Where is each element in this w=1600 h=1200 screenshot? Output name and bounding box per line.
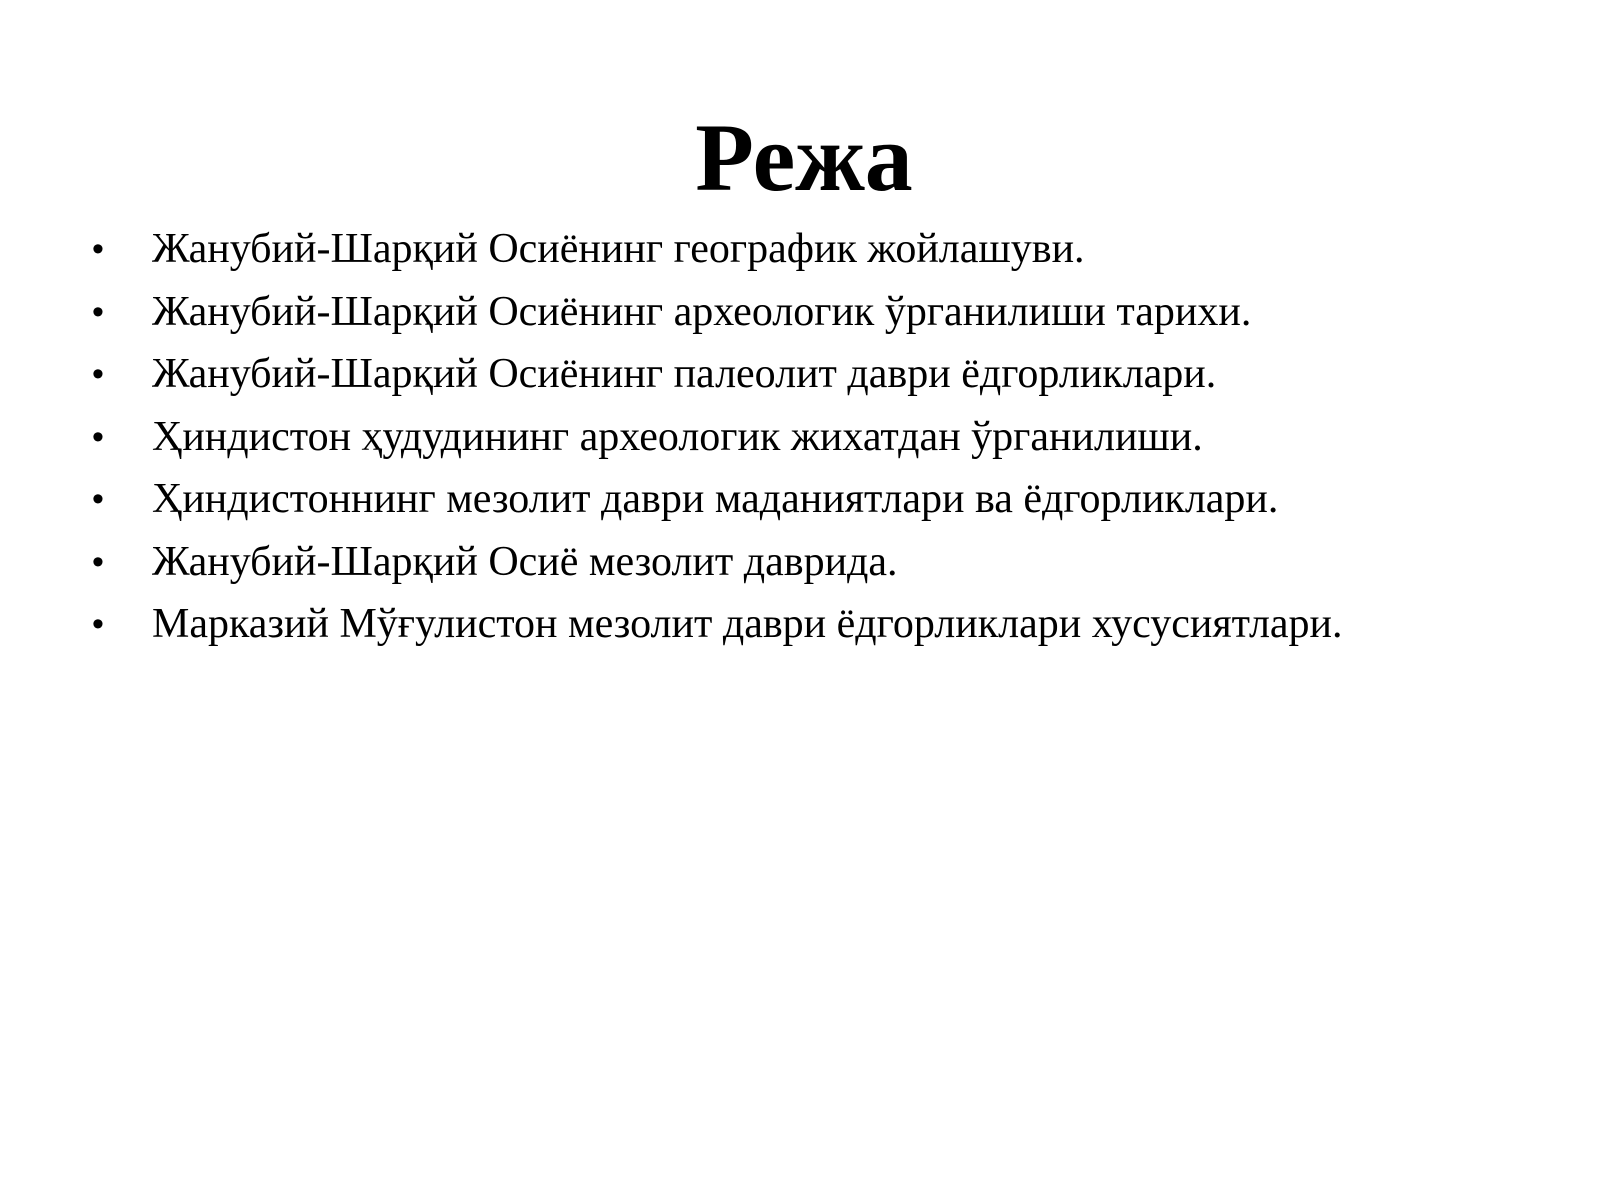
slide-title: Режа [695,104,913,211]
list-item [0,343,1600,406]
bullet-icon: • [92,605,104,643]
list-item [0,468,1600,531]
list-item-text: Жанубий-Шарқий Осиёнинг географик жойлашуви. [152,226,1085,272]
bullet-icon: • [92,417,104,456]
list-item [0,593,1600,656]
list-item-text: Ҳиндистон ҳудудининг археологик жихатдан ўрганилиши. [152,413,1203,460]
bullet-icon: • [92,230,104,268]
list-item-text: Жанубий-Шарқий Осиёнинг палеолит даври ёдгорликлари. [152,351,1217,397]
list-item [0,218,1600,281]
list-item [0,406,1600,469]
list-item-text: Марказий Мўғулистон мезолит даври ёдгорликлари хусусиятлари. [152,601,1343,647]
bullet-icon: • [92,542,104,581]
list-item-text: Жанубий-Шарқий Осиёнинг археологик ўрганилиши тарихи. [152,288,1252,335]
bullet-icon: • [92,480,104,518]
list-item-text: Ҳиндистоннинг мезолит даври маданиятлари ва ёдгорликлари. [152,476,1279,522]
list-item [0,531,1600,594]
bullet-list [0,218,1600,656]
list-item [0,281,1600,344]
bullet-icon: • [92,292,104,331]
bullet-icon: • [92,355,104,393]
list-item-text: Жанубий-Шарқий Осиё мезолит даврида. [152,538,898,585]
